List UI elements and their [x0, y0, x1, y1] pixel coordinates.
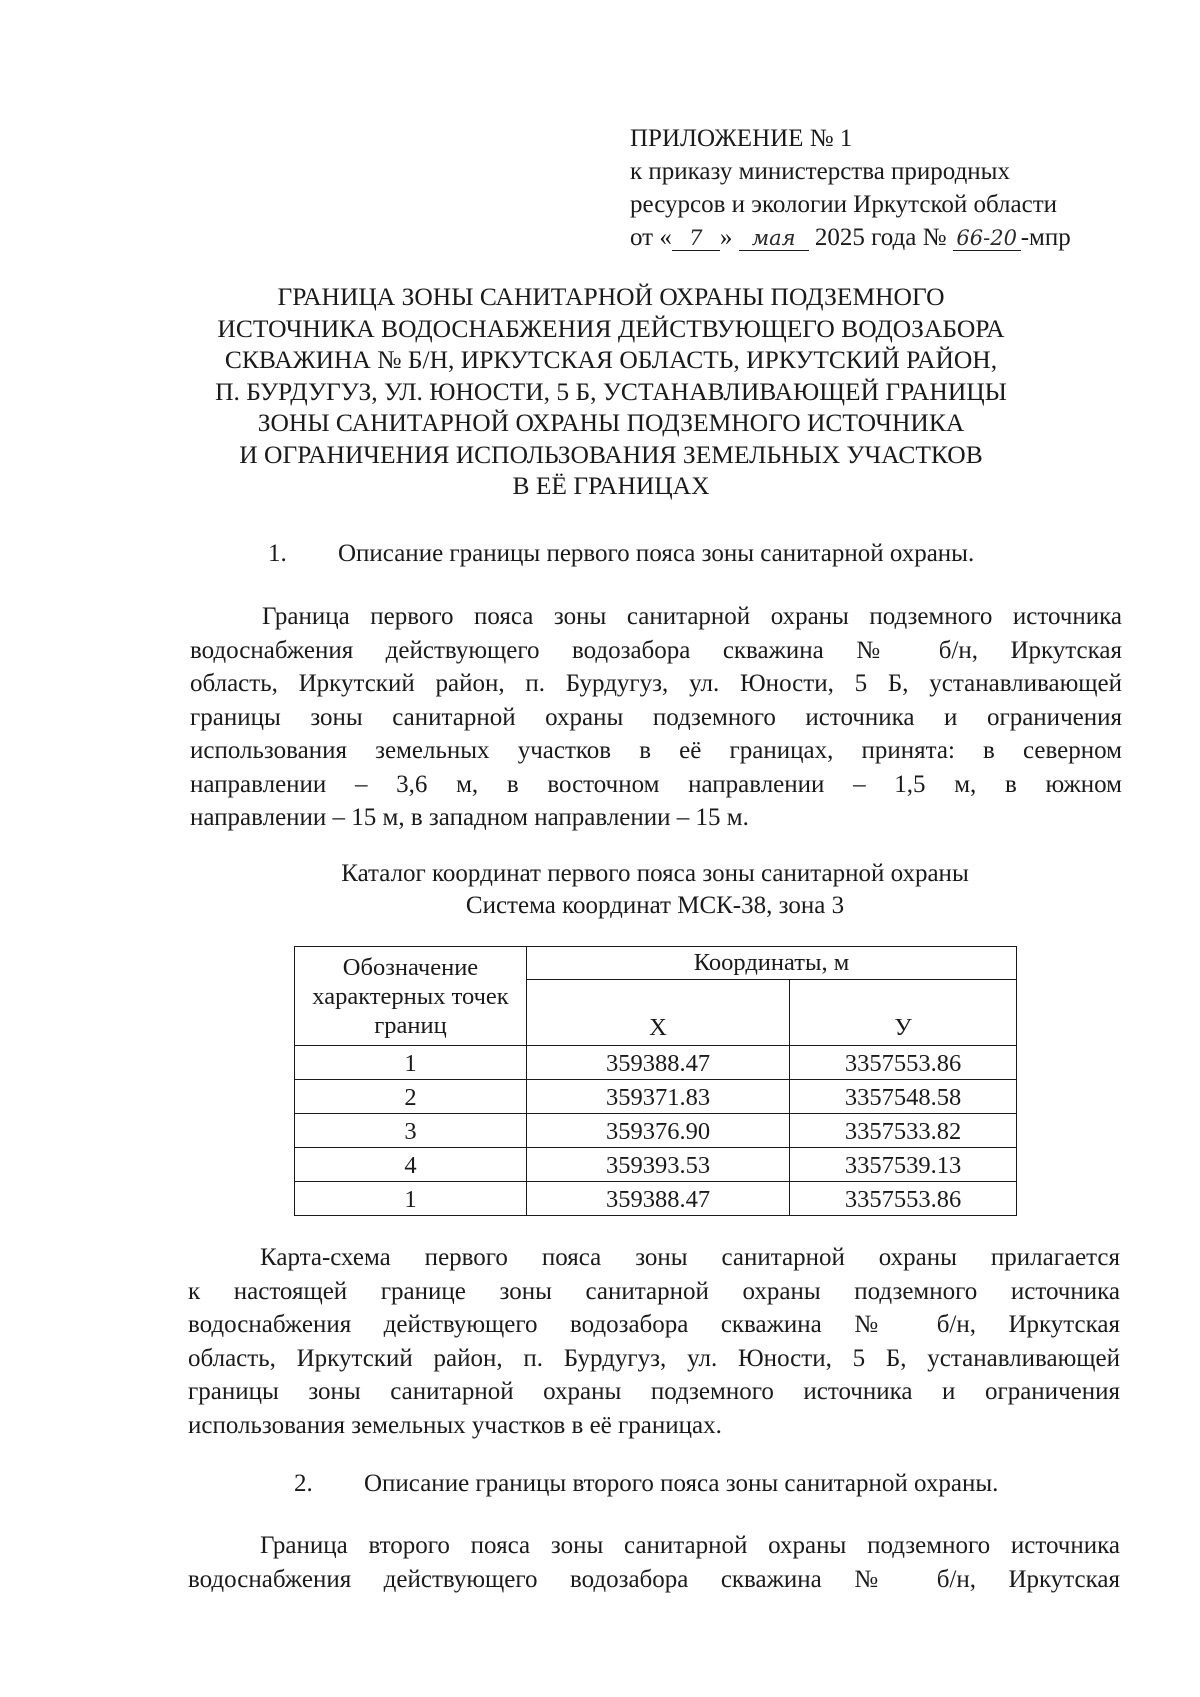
- header-y: У: [790, 980, 1017, 1046]
- cell-point: 1: [295, 1182, 527, 1216]
- cell-x: 359376.90: [527, 1114, 790, 1148]
- cell-point: 4: [295, 1148, 527, 1182]
- cell-x: 359388.47: [527, 1182, 790, 1216]
- paragraph-line: область, Иркутский район, п. Бурдугуз, ул. Юности, 5 Б, устанавливающей: [188, 1344, 1120, 1372]
- paragraph-line: к настоящей границе зоны санитарной охраны подземного источника: [188, 1277, 1120, 1305]
- appendix-block: [630, 122, 1071, 254]
- date-quote-close: »: [719, 224, 733, 251]
- cell-y: 3357533.82: [790, 1114, 1017, 1148]
- handwritten-order-number: 66-20: [953, 226, 1021, 251]
- title-line: В ЕЁ ГРАНИЦАХ: [512, 471, 710, 500]
- document-title: [180, 281, 1042, 502]
- appendix-order-line: к приказу министерства природных: [630, 158, 1010, 185]
- cell-point: 2: [295, 1080, 527, 1114]
- paragraph-line: Граница второго пояса зоны санитарной охраны подземного источника: [260, 1532, 1120, 1559]
- map-note-paragraph: [188, 1241, 1120, 1442]
- cell-y: 3357539.13: [790, 1148, 1017, 1182]
- paragraph-line: направлении – 3,6 м, в восточном направлении – 1,5 м, в южном: [190, 770, 1122, 798]
- section-2-heading: [294, 1469, 998, 1499]
- paragraph-line: границы зоны санитарной охраны подземного источника и ограничения: [190, 703, 1122, 731]
- date-year: 2025 года №: [814, 224, 947, 251]
- appendix-ministry-line: ресурсов и экологии Иркутской области: [630, 191, 1058, 218]
- header-point-label: Обозначение характерных точек границ: [295, 947, 527, 1046]
- section-2-number: 2.: [294, 1470, 313, 1497]
- section-1-heading: [268, 539, 974, 569]
- table-row: [295, 1114, 1017, 1148]
- cell-point: 1: [295, 1046, 527, 1080]
- paragraph-line: направлении – 15 м, в западном направлении – 15 м.: [190, 804, 749, 831]
- paragraph-line: Граница первого пояса зоны санитарной охраны подземного источника: [262, 603, 1122, 630]
- paragraph-line: Карта-схема первого пояса зоны санитарной охраны прилагается: [260, 1244, 1120, 1271]
- section-1-paragraph: [190, 600, 1122, 835]
- paragraph-line: область, Иркутский район, п. Бурдугуз, ул. Юности, 5 Б, устанавливающей: [190, 670, 1122, 697]
- title-line: СКВАЖИНА № Б/Н, ИРКУТСКАЯ ОБЛАСТЬ, ИРКУТСКИЙ РАЙОН,: [224, 345, 998, 374]
- catalog-caption-title: Каталог координат первого пояса зоны санитарной охраны: [341, 860, 969, 887]
- title-line: И ОГРАНИЧЕНИЯ ИСПОЛЬЗОВАНИЯ ЗЕМЕЛЬНЫХ УЧАСТКОВ: [239, 439, 983, 469]
- title-line: ИСТОЧНИКА ВОДОСНАБЖЕНИЯ ДЕЙСТВУЮЩЕГО ВОДОЗАБОРА: [217, 313, 1005, 343]
- title-line: П. БУРДУГУЗ, УЛ. ЮНОСТИ, 5 Б, УСТАНАВЛИВАЮЩЕЙ ГРАНИЦЫ: [215, 376, 1007, 406]
- coordinates-table: [294, 946, 1017, 1216]
- section-2-heading-text: Описание границы второго пояса зоны санитарной охраны.: [364, 1470, 999, 1497]
- section-2-paragraph: [188, 1529, 1120, 1596]
- catalog-caption-system: Система координат МСК-38, зона 3: [465, 891, 845, 919]
- appendix-title: ПРИЛОЖЕНИЕ № 1: [630, 125, 853, 152]
- order-suffix: -мпр: [1020, 224, 1071, 251]
- table-row: [295, 1148, 1017, 1182]
- cell-point: 3: [295, 1114, 527, 1148]
- appendix-date-line: [630, 221, 1071, 254]
- paragraph-line: водоснабжения действующего водозабора скважина № б/н, Иркутская: [188, 1311, 1120, 1338]
- title-line: ЗОНЫ САНИТАРНОЙ ОХРАНЫ ПОДЗЕМНОГО ИСТОЧНИКА: [257, 408, 965, 437]
- title-line: ГРАНИЦА ЗОНЫ САНИТАРНОЙ ОХРАНЫ ПОДЗЕМНОГО: [277, 282, 945, 311]
- section-1-heading-text: Описание границы первого пояса зоны санитарной охраны.: [338, 540, 975, 567]
- cell-x: 359393.53: [527, 1148, 790, 1182]
- table-row: [295, 1080, 1017, 1114]
- cell-y: 3357553.86: [790, 1182, 1017, 1216]
- handwritten-month: мая: [739, 226, 809, 251]
- cell-x: 359388.47: [527, 1046, 790, 1080]
- table-row: [295, 1046, 1017, 1080]
- cell-y: 3357548.58: [790, 1080, 1017, 1114]
- header-coordinates: Координаты, м: [527, 947, 1017, 980]
- table-row: [295, 1182, 1017, 1216]
- handwritten-day: 7: [672, 226, 720, 251]
- cell-y: 3357553.86: [790, 1046, 1017, 1080]
- paragraph-line: использования земельных участков в её границах, принята: в северном: [190, 737, 1122, 764]
- header-x: X: [527, 980, 790, 1046]
- cell-x: 359371.83: [527, 1080, 790, 1114]
- paragraph-line: границы зоны санитарной охраны подземного источника и ограничения: [188, 1378, 1120, 1405]
- paragraph-line: водоснабжения действующего водозабора скважина № б/н, Иркутская: [190, 636, 1122, 664]
- paragraph-line: использования земельных участков в её границах.: [188, 1411, 722, 1439]
- section-1-number: 1.: [268, 540, 287, 567]
- paragraph-line: водоснабжения действующего водозабора скважина № б/н, Иркутская: [188, 1565, 1120, 1593]
- date-prefix: от «: [630, 224, 672, 251]
- catalog-caption: [265, 858, 1045, 921]
